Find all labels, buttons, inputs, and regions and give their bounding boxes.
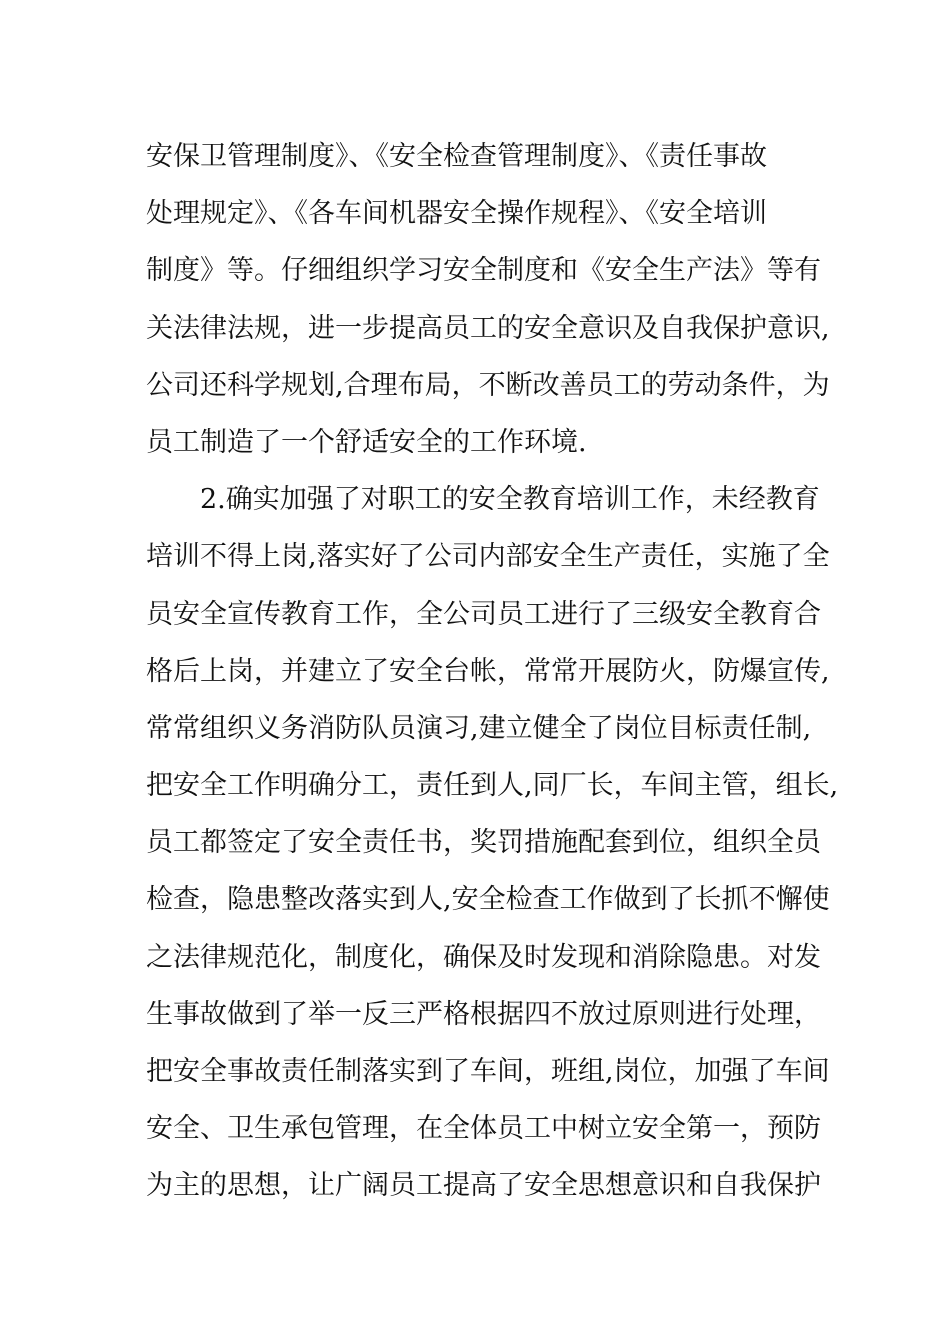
text-line: 培训不得上岗,落实好了公司内部安全生产责任，实施了全: [146, 541, 830, 573]
paragraph-start-line: 2.确实加强了对职工的安全教育培训工作，未经教育: [200, 484, 820, 516]
text-line: 为主的思想，让广阔员工提高了安全思想意识和自我保护: [146, 1170, 821, 1202]
text-line: 之法律规范化，制度化，确保及时发现和消除隐患。对发: [146, 941, 821, 973]
text-line: 公司还科学规划,合理布局，不断改善员工的劳动条件，为: [146, 369, 830, 401]
text-line: 安全、卫生承包管理，在全体员工中树立安全第一，预防: [146, 1113, 821, 1145]
text-line: 员工都签定了安全责任书，奖罚措施配套到位，组织全员: [146, 827, 821, 859]
text-line: 把安全事故责任制落实到了车间，班组,岗位，加强了车间: [146, 1056, 830, 1087]
text-line: 生事故做到了举一反三严格根据四不放过原则进行处理，: [146, 998, 821, 1030]
text-line: 员安全宣传教育工作，全公司员工进行了三级安全教育合: [146, 598, 821, 630]
body-text: [146, 128, 839, 1215]
text-line: 制度》等。仔细组织学习安全制度和《安全生产法》等有: [146, 255, 821, 287]
text-line: 处理规定》、《各车间机器安全操作规程》、《安全培训: [146, 198, 767, 230]
text-line: 格后上岗，并建立了安全台帐，常常开展防火，防爆宣传,: [146, 655, 830, 687]
text-line: 检查，隐患整改落实到人,安全检查工作做到了长抓不懈使: [146, 884, 830, 916]
text-line: 安保卫管理制度》、《安全检查管理制度》、《责任事故: [146, 141, 767, 172]
text-line: 把安全工作明确分工，责任到人,同厂长，车间主管，组长,: [146, 770, 839, 802]
text-line: 员工制造了一个舒适安全的工作环境.: [146, 426, 587, 458]
text-line: 关法律法规，进一步提高员工的安全意识及自我保护意识,: [146, 312, 830, 344]
text-line: 常常组织义务消防队员演习,建立健全了岗位目标责任制,: [146, 712, 812, 744]
